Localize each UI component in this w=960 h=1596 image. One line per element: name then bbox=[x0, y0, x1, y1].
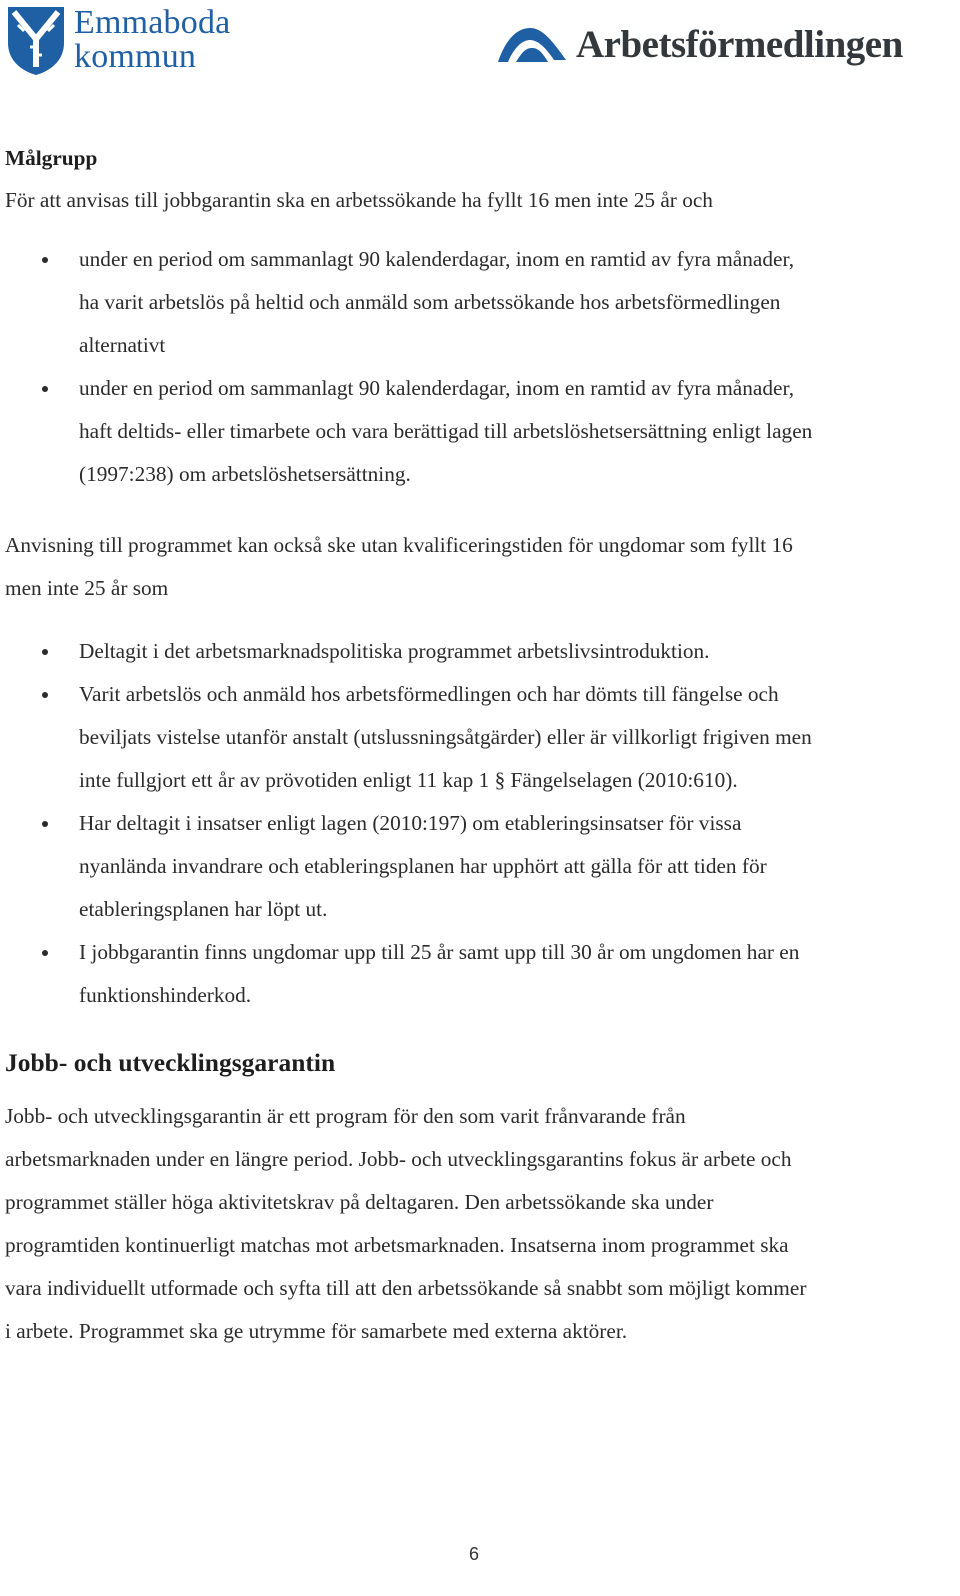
list-item-line: (1997:238) om arbetslöshetsersättning. bbox=[79, 462, 411, 486]
list-item bbox=[5, 802, 945, 931]
list-item-line: I jobbgarantin finns ungdomar upp till 25 år samt upp till 30 år om ungdomen har en bbox=[79, 940, 800, 964]
list-item-line: nyanlända invandrare och etableringsplanen har upphört att gälla för att tiden för bbox=[79, 854, 767, 878]
paragraph-line: Anvisning till programmet kan också ske utan kvalificeringstiden för ungdomar som fyllt 16 bbox=[5, 533, 793, 557]
list-item-line: inte fullgjort ett år av prövotiden enligt 11 kap 1 § Fängelselagen (2010:610). bbox=[79, 768, 738, 792]
list-item bbox=[5, 367, 945, 496]
list-item-line: Varit arbetslös och anmäld hos arbetsförmedlingen och har dömts till fängelse och bbox=[79, 682, 779, 706]
bullet-icon bbox=[42, 692, 48, 698]
bullet-icon bbox=[42, 950, 48, 956]
intro-paragraph: För att anvisas till jobbgarantin ska en arbetssökande ha fyllt 16 men inte 25 år och bbox=[5, 188, 713, 212]
list-item-line: funktionshinderkod. bbox=[79, 983, 252, 1007]
list-item-line: ha varit arbetslös på heltid och anmäld som arbetssökande hos arbetsförmedlingen bbox=[79, 290, 781, 314]
bullet-icon bbox=[42, 821, 48, 827]
list-item bbox=[5, 238, 945, 367]
list-item-line: Deltagit i det arbetsmarknadspolitiska programmet arbetslivsintroduktion. bbox=[79, 639, 710, 663]
anvisning-paragraph bbox=[5, 524, 945, 610]
list-item-line: under en period om sammanlagt 90 kalenderdagar, inom en ramtid av fyra månader, bbox=[79, 376, 795, 400]
exception-list bbox=[5, 630, 945, 1017]
list-item-line: under en period om sammanlagt 90 kalenderdagar, inom en ramtid av fyra månader, bbox=[79, 247, 795, 271]
list-item-line: Har deltagit i insatser enligt lagen (2010:197) om etableringsinsatser för vissa bbox=[79, 811, 742, 835]
paragraph-line: i arbete. Programmet ska ge utrymme för samarbete med externa aktörer. bbox=[5, 1319, 628, 1343]
emmaboda-coat-of-arms-icon bbox=[4, 3, 68, 77]
arbetsformedlingen-logo bbox=[496, 14, 936, 74]
paragraph-line: men inte 25 år som bbox=[5, 576, 169, 600]
list-item bbox=[5, 931, 945, 1017]
page-number: 6 bbox=[468, 1544, 479, 1564]
paragraph-line: arbetsmarknaden under en längre period. Jobb- och utvecklingsgarantins fokus är arbete och bbox=[5, 1147, 792, 1171]
bullet-icon bbox=[42, 386, 48, 392]
document-body bbox=[5, 140, 945, 1353]
list-item bbox=[5, 630, 945, 673]
paragraph-line: vara individuellt utformade och syfta till att den arbetssökande så snabbt som möjligt kommer bbox=[5, 1276, 807, 1300]
qualification-list bbox=[5, 238, 945, 496]
paragraph-line: Jobb- och utvecklingsgarantin är ett program för den som varit frånvarande från bbox=[5, 1104, 686, 1128]
emmaboda-wordmark bbox=[74, 6, 230, 74]
list-item-line: alternativt bbox=[79, 333, 166, 357]
list-item-line: beviljats vistelse utanför anstalt (utslussningsåtgärder) eller är villkorligt frigiven men bbox=[79, 725, 812, 749]
heading-malgrupp: Målgrupp bbox=[5, 146, 98, 170]
emmaboda-line1: Emmaboda bbox=[74, 4, 231, 41]
paragraph-line: programtiden kontinuerligt matchas mot arbetsmarknaden. Insatserna inom programmet ska bbox=[5, 1233, 789, 1257]
arbetsformedlingen-wave-mark-icon bbox=[496, 24, 568, 64]
heading-jobb-och-utvecklingsgarantin: Jobb- och utvecklingsgarantin bbox=[5, 1048, 336, 1077]
list-item-line: haft deltids- eller timarbete och vara berättigad till arbetslöshetsersättning enligt lagen bbox=[79, 419, 813, 443]
list-item bbox=[5, 673, 945, 802]
arbetsformedlingen-wordmark: Arbetsförmedlingen bbox=[576, 22, 903, 66]
jobb-paragraph bbox=[5, 1095, 945, 1353]
emmaboda-logo bbox=[4, 2, 254, 78]
list-item-line: etableringsplanen har löpt ut. bbox=[79, 897, 328, 921]
bullet-icon bbox=[42, 649, 48, 655]
paragraph-line: programmet ställer höga aktivitetskrav på deltagaren. Den arbetssökande ska under bbox=[5, 1190, 714, 1214]
emmaboda-line2: kommun bbox=[74, 38, 197, 75]
bullet-icon bbox=[42, 257, 48, 263]
